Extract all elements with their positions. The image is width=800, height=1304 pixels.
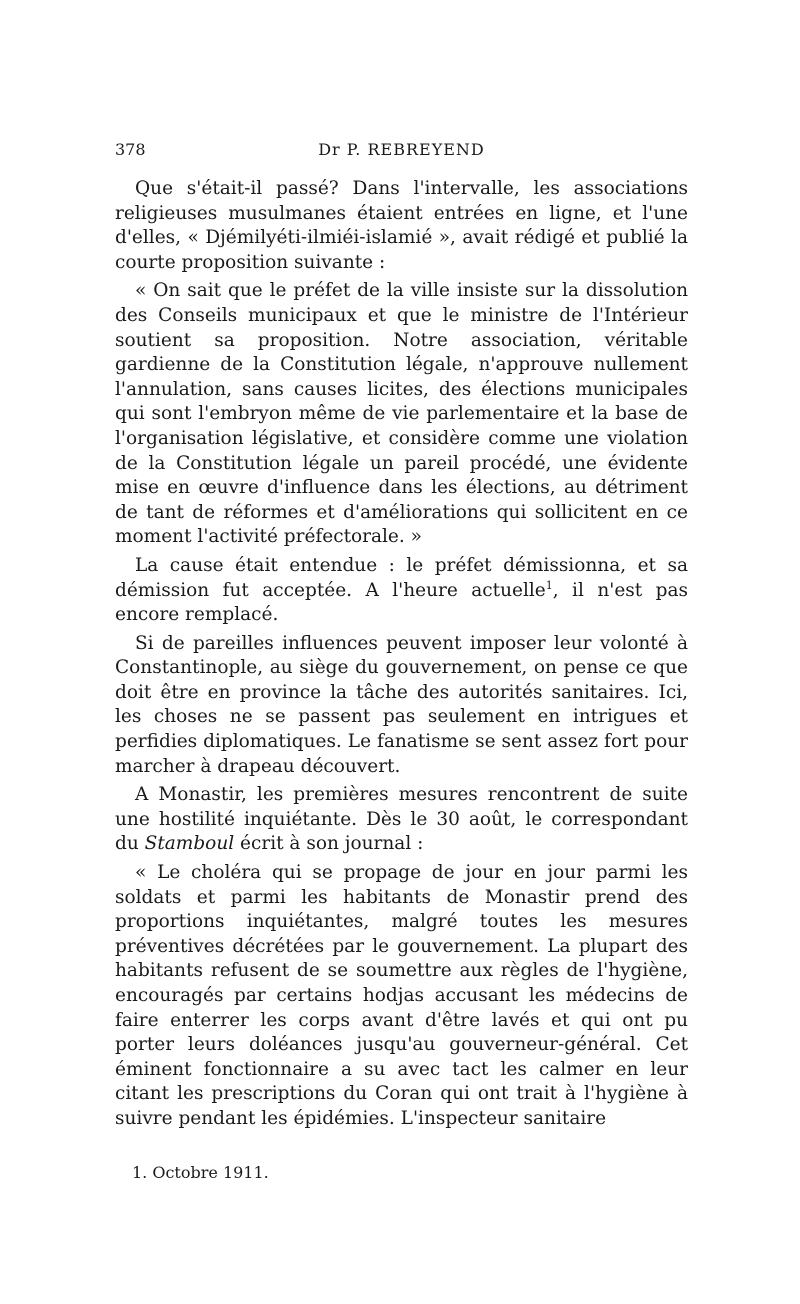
- paragraph-6-quote: « Le choléra qui se propage de jour en jour parmi les soldats et parmi les habitants de Monastir prend des proportions inquiétantes, malgré toutes les mesures préventives décrétées par le gouvernement. La plupart des habitants refusent de se soumettre aux règles de l'hygiène, encouragés par certains hodjas accusant les médecins de faire enterrer les corps avant d'être lavés et qui ont pu porter leurs doléances jusqu'au gouverneur-général. Cet éminent fonctionnaire a su avec tact les calmer en leur citant les prescriptions du Coran qui ont trait à l'hygiène à suivre pendant les épidémies. L'inspecteur sanitaire: [115, 862, 688, 1129]
- paragraph-5: [115, 783, 688, 857]
- footnote: 1. Octobre 1911.: [132, 1163, 269, 1182]
- footnote-ref: 1: [545, 578, 553, 592]
- paragraph-1: Que s'était-il passé? Dans l'intervalle, les associations religieuses musulmanes étaient entrées en ligne, et l'une d'elles, « Djémilyéti-ilmiéi-islamié », avait rédigé et publié la courte proposition suivante :: [115, 178, 688, 273]
- body-text: [115, 177, 688, 1132]
- paragraph-2-quote: « On sait que le préfet de la ville insiste sur la dissolution des Conseils municipaux et que le ministre de l'Intérieur soutient sa proposition. Notre association, véritable gardienne de la Constitution légale, n'approuve nullement l'annulation, sans causes licites, des élections municipales qui sont l'embryon même de vie parlementaire et la base de l'organisation législative, et considère comme une violation de la Constitution légale un pareil procédé, une évidente mise en œuvre d'influence dans les élections, au détriment de tant de réformes et d'améliorations qui sollicitent en ce moment l'activité préfectorale. »: [115, 280, 688, 548]
- paragraph-3: [115, 554, 688, 628]
- page-header: [115, 140, 688, 170]
- paragraph-4: Si de pareilles influences peuvent imposer leur volonté à Constantinople, au siège du gouvernement, on pense ce que doit être en province la tâche des autorités sanitaires. Ici, les choses ne se passent pas seulement en intrigues et perfidies diplomatiques. Le fanatisme se sent assez fort pour marcher à drapeau découvert.: [115, 632, 688, 777]
- paragraph-3-text: La cause était entendue : le préfet démissionna, et sa démission fut acceptée. A l'heure actuelle: [115, 554, 688, 601]
- paragraph-3-tail: , il n'est pas encore remplacé.: [115, 579, 688, 626]
- paragraph-5-tail: écrit à son journal :: [234, 833, 424, 855]
- running-title: Dr P. REBREYEND: [318, 140, 485, 159]
- page-number: 378: [115, 140, 146, 159]
- paragraph-5-newspaper: Stamboul: [144, 833, 235, 855]
- paragraph-5-text: A Monastir, les premières mesures rencontrent de suite une hostilité inquiétante. Dès le 30 août, le correspondant du: [115, 784, 688, 855]
